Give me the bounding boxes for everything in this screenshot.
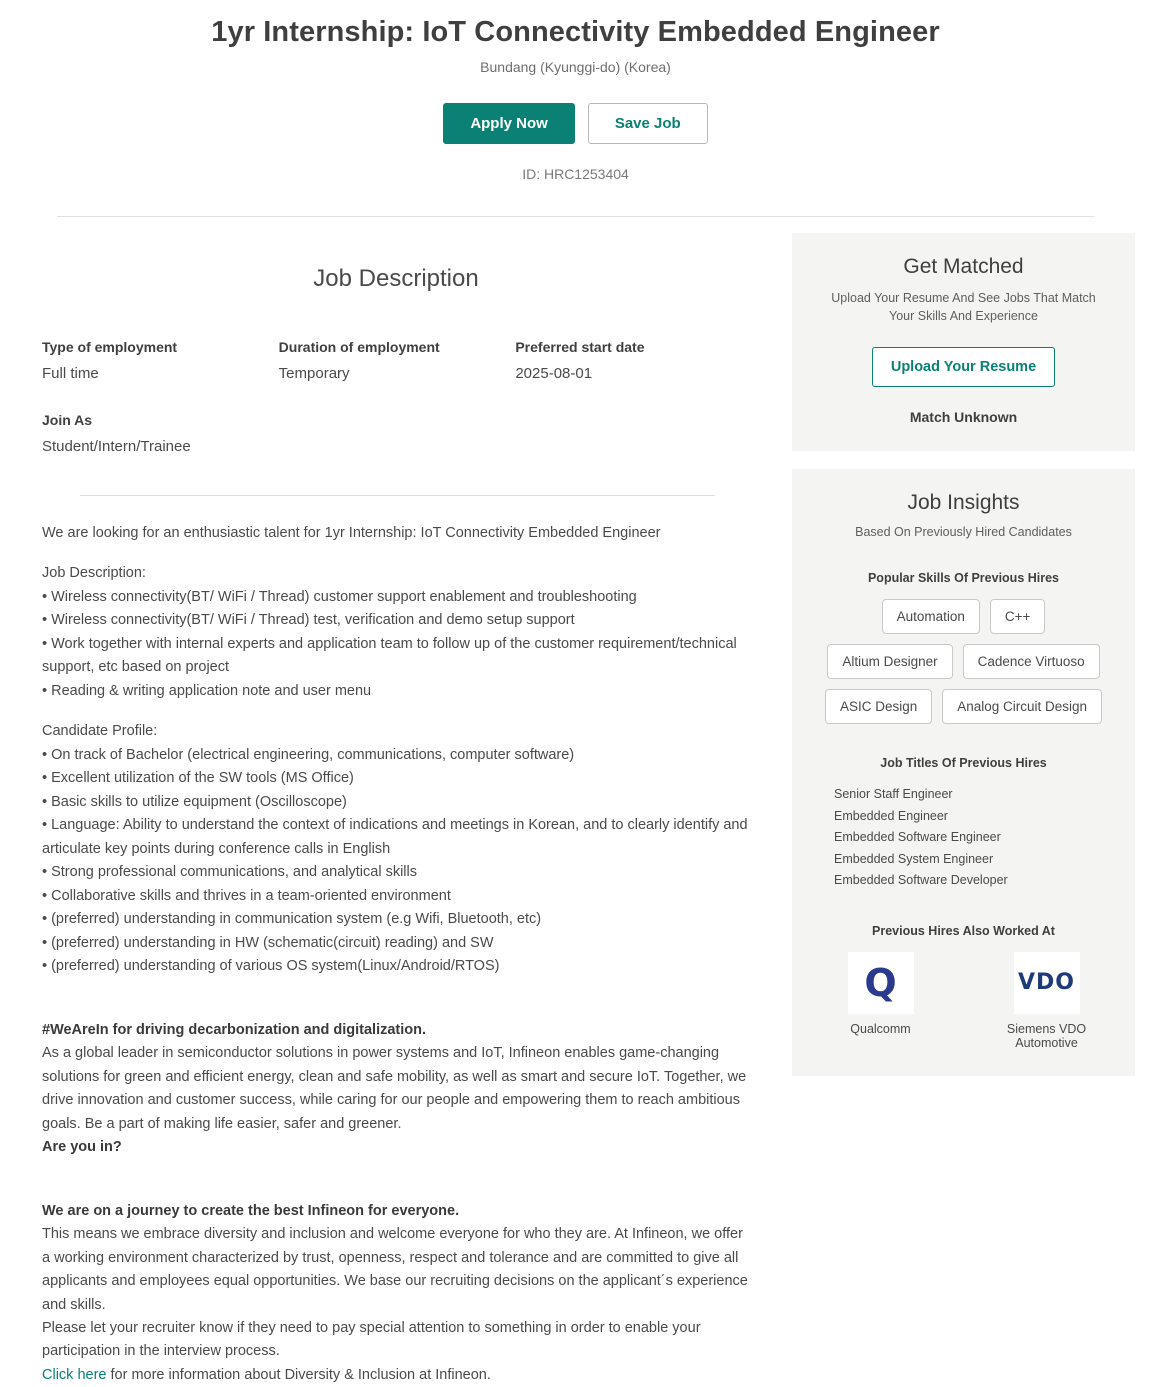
skill-chip[interactable]: Automation bbox=[882, 599, 980, 634]
section-spacer bbox=[42, 996, 752, 1019]
are-you-in-heading: Are you in? bbox=[42, 1139, 122, 1156]
meta-duration-of-employment bbox=[279, 339, 516, 382]
description-divider bbox=[80, 495, 715, 496]
profile-bullet: • (preferred) understanding in communication system (e.g Wifi, Bluetooth, etc) bbox=[42, 911, 542, 928]
description-heading: Job Description: bbox=[42, 565, 146, 582]
intro-paragraph: We are looking for an enthusiastic talent for 1yr Internship: IoT Connectivity Embedded Engineer bbox=[42, 524, 661, 541]
job-header bbox=[0, 0, 1151, 182]
job-description-body bbox=[40, 522, 752, 1387]
description-bullet: • Work together with internal experts and application team to follow up of the customer requirement/technical support, etc based on project bbox=[42, 635, 737, 676]
profile-bullet: • On track of Bachelor (electrical engineering, communications, computer software) bbox=[42, 746, 575, 763]
meta-value: Student/Intern/Trainee bbox=[42, 437, 191, 455]
company-item bbox=[827, 952, 935, 1050]
job-description-title: Job Description bbox=[313, 264, 479, 292]
skill-chip[interactable]: Cadence Virtuoso bbox=[963, 644, 1100, 679]
job-titles-list bbox=[812, 784, 1115, 892]
match-status-badge: Match Unknown bbox=[909, 409, 1018, 426]
meta-label: Type of employment bbox=[42, 338, 178, 355]
qualcomm-logo-icon bbox=[848, 952, 914, 1014]
skill-chip[interactable]: Altium Designer bbox=[827, 644, 952, 679]
profile-heading: Candidate Profile: bbox=[42, 723, 158, 740]
profile-bullet: • Language: Ability to understand the context of indications and meetings in Korean, and to clearly identify and articulate key points during conference calls in English bbox=[42, 817, 748, 857]
page-title: 1yr Internship: IoT Connectivity Embedded Engineer bbox=[211, 16, 940, 48]
vdo-logo-icon bbox=[1014, 952, 1080, 1014]
job-insights-subtitle: Based On Previously Hired Candidates bbox=[855, 525, 1072, 540]
meta-label: Preferred start date bbox=[515, 338, 645, 355]
action-buttons bbox=[0, 103, 1151, 144]
vdo-mark: VDO bbox=[1018, 970, 1075, 996]
get-matched-title: Get Matched bbox=[903, 254, 1024, 278]
diversity-line bbox=[42, 1364, 752, 1387]
description-bullet: • Reading & writing application note and user menu bbox=[42, 682, 372, 699]
company-name: Qualcomm bbox=[850, 1021, 911, 1036]
sidebar bbox=[792, 217, 1135, 1094]
job-id: ID: HRC1253404 bbox=[522, 165, 629, 182]
employment-meta bbox=[40, 339, 752, 382]
job-description-column bbox=[40, 217, 752, 1387]
profile-bullet: • Collaborative skills and thrives in a team-oriented environment bbox=[42, 887, 451, 904]
meta-type-of-employment bbox=[42, 339, 279, 382]
popular-skills-title: Popular Skills Of Previous Hires bbox=[867, 571, 1060, 586]
apply-now-button[interactable]: Apply Now bbox=[443, 103, 575, 144]
meta-preferred-start-date bbox=[515, 339, 752, 382]
meta-join-as bbox=[40, 412, 752, 455]
company-name: Siemens VDO Automotive bbox=[1006, 1021, 1087, 1050]
profile-bullet: • (preferred) understanding in HW (schematic(circuit) reading) and SW bbox=[42, 934, 494, 951]
previous-companies-logos bbox=[812, 952, 1115, 1050]
save-job-button[interactable]: Save Job bbox=[588, 103, 708, 144]
we-are-in-heading: #WeAreIn for driving decarbonization and digitalization. bbox=[42, 1021, 427, 1038]
job-titles-title: Job Titles Of Previous Hires bbox=[880, 756, 1047, 771]
we-are-in-body: As a global leader in semiconductor solutions in power systems and IoT, Infineon enables game-changing solutions for green and efficient energy, clean and safe mobility, as well as smart and secure IoT. Together, we drive innovation and customer success, while caring for our people and empowering them to reach ambitious goals. Be a part of making life easier, safer and greener. bbox=[42, 1045, 747, 1132]
get-matched-card bbox=[792, 233, 1135, 451]
popular-skills-chips bbox=[812, 599, 1115, 724]
profile-bullet: • (preferred) understanding of various OS system(Linux/Android/RTOS) bbox=[42, 958, 500, 975]
qualcomm-mark: Q bbox=[864, 960, 897, 1005]
journey-body: This means we embrace diversity and inclusion and welcome everyone for who they are. At Infineon, we offer a working environment characterized by trust, openness, respect and tolerance and are committed to give all applicants and employees equal opportunities. We base our recruiting decisions on the applicant´s experience and skills. bbox=[42, 1226, 748, 1313]
diversity-link[interactable]: Click here bbox=[42, 1366, 107, 1383]
profile-bullet: • Excellent utilization of the SW tools (MS Office) bbox=[42, 770, 354, 787]
journey-heading: We are on a journey to create the best Infineon for everyone. bbox=[42, 1202, 460, 1219]
section-spacer bbox=[42, 1177, 752, 1200]
description-bullet: • Wireless connectivity(BT/ WiFi / Thread) customer support enablement and troubleshooting bbox=[42, 588, 637, 605]
content-area bbox=[0, 217, 1151, 1387]
recruiter-note: Please let your recruiter know if they need to pay special attention to something in order to enable your participation in the interview process. bbox=[42, 1319, 701, 1360]
job-insights-card bbox=[792, 469, 1135, 1076]
meta-value: Full time bbox=[42, 364, 99, 382]
get-matched-subtitle: Upload Your Resume And See Jobs That Match Your Skills And Experience bbox=[831, 290, 1096, 324]
meta-label: Duration of employment bbox=[278, 338, 440, 355]
job-title-item: Senior Staff Engineer bbox=[834, 787, 953, 802]
company-item bbox=[993, 952, 1101, 1050]
description-bullet: • Wireless connectivity(BT/ WiFi / Thread) test, verification and demo setup support bbox=[42, 612, 575, 629]
upload-resume-wrap bbox=[812, 347, 1115, 387]
job-title-item: Embedded System Engineer bbox=[834, 851, 994, 866]
meta-value: 2025-08-01 bbox=[515, 364, 593, 382]
diversity-link-suffix: for more information about Diversity & Inclusion at Infineon. bbox=[106, 1366, 491, 1383]
profile-bullet: • Basic skills to utilize equipment (Oscilloscope) bbox=[42, 793, 347, 810]
job-location: Bundang (Kyunggi-do) (Korea) bbox=[480, 58, 671, 75]
job-title-item: Embedded Software Engineer bbox=[834, 830, 1001, 845]
profile-bullet: • Strong professional communications, and analytical skills bbox=[42, 864, 418, 881]
job-title-item: Embedded Software Developer bbox=[834, 873, 1008, 888]
previous-companies-title: Previous Hires Also Worked At bbox=[872, 923, 1055, 938]
job-insights-title: Job Insights bbox=[907, 491, 1020, 515]
skill-chip[interactable]: C++ bbox=[990, 599, 1046, 634]
job-title-item: Embedded Engineer bbox=[834, 808, 948, 823]
skill-chip[interactable]: Analog Circuit Design bbox=[942, 689, 1102, 724]
meta-value: Temporary bbox=[278, 364, 350, 382]
upload-resume-button[interactable]: Upload Your Resume bbox=[872, 347, 1055, 387]
skill-chip[interactable]: ASIC Design bbox=[825, 689, 932, 724]
meta-label: Join As bbox=[42, 411, 93, 428]
